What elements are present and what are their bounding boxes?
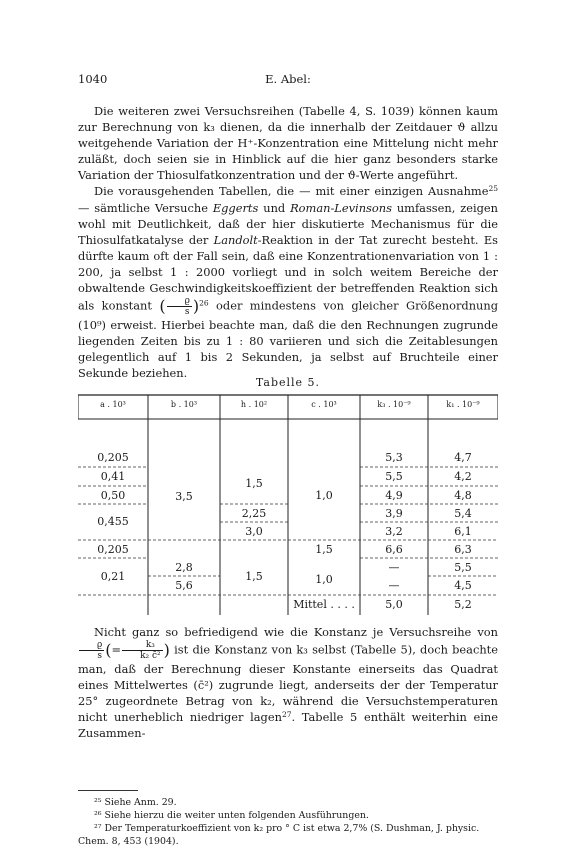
footnote: ²⁶ Siehe hierzu die weiter unten folgenden Ausführungen. [94, 810, 369, 821]
table-cell: — [388, 561, 400, 574]
table-cell: 1,5 [245, 477, 263, 490]
mean-k3: 5,0 [385, 598, 403, 611]
table-cell: 5,5 [454, 561, 472, 574]
table-cell: 1,0 [315, 573, 333, 586]
column-header: a . 10³ [100, 400, 126, 409]
table-cell: 5,5 [385, 470, 403, 483]
fraction: $\frac{ϱ}{s}$ [167, 296, 192, 317]
table-cell: — [388, 579, 400, 592]
body-text [78, 103, 498, 382]
table-cell: 1,5 [315, 543, 333, 556]
fraction: $\frac{ϱ}{s}$ [79, 640, 104, 661]
table-cell: 5,4 [454, 507, 472, 520]
table-cell: 0,455 [97, 515, 129, 528]
paragraph: Nicht ganz so befriedigend wie die Konstanz je Versuchsreihe von $\frac{ϱ}{s}$ (= $\frac{\text{k₃}}{\text{k₂ c̄²}}$ ) ist die Konstanz von k₃ selbst (Tabelle 5), doch beachte man, daß der Berechnung dieser Konstante einerseits das Quadrat eines Mittelwertes (c̄²) zugrunde liegt, anderseits der der Temperatur 25° zugeordnete Betrag von k₂, während die Versuchstemperaturen nicht unerheblich niedriger lagen$^{27}$. Tabelle 5 enthält weiterhin eine Zusammen- [78, 625, 498, 741]
table-cell: 0,205 [97, 451, 129, 464]
footnote: ²⁵ Siehe Anm. 29. [94, 797, 177, 808]
table-cell: 2,8 [175, 561, 193, 574]
table-cell: 4,5 [454, 579, 472, 592]
table-cell: 4,7 [454, 451, 472, 464]
page-header [78, 72, 498, 88]
table-cell: 4,8 [454, 489, 472, 502]
table-cell: 0,50 [100, 489, 126, 502]
page-number: 1040 [78, 72, 108, 86]
footnote: ²⁷ Der Temperaturkoeffizient von k₂ pro ° C ist etwa 2,7% (S. Dushman, J. physic. Chem. 8, 453 (1904). [78, 823, 480, 847]
table-cell: 3,9 [385, 507, 403, 520]
author-name: Landolt [213, 232, 258, 247]
footnote-ref: 27 [281, 710, 292, 720]
author-name: Roman-Levinsons [290, 200, 392, 215]
table-cell: 0,21 [100, 570, 126, 583]
author-name: Eggerts [212, 200, 259, 215]
table-cell: 5,6 [175, 579, 193, 592]
table-cell: 3,5 [175, 490, 193, 503]
column-header: k₁ . 10⁻⁹ [446, 400, 480, 409]
column-header: b . 10³ [170, 400, 198, 409]
paragraph: Die weiteren zwei Versuchsreihen (Tabelle 4, S. 1039) können kaum zur Berechnung von k₃ dienen, da die innerhalb der Zeitdauer ϑ allzu weitgehende Variation der H⁺-Konzentration eine Mittelung nicht mehr zuläßt, doch seien sie in Hinblick auf die hier ganz besonders starke Variation der Thiosulfatkonzentration und der ϑ-Werte angeführt. [78, 104, 498, 183]
table-cell: 6,6 [385, 543, 403, 556]
mean-label: Mittel . . . . [293, 598, 355, 611]
table-cell: 5,3 [385, 451, 403, 464]
table-cell: 2,25 [241, 507, 267, 520]
mean-k1: 5,2 [454, 598, 472, 611]
running-title: E. Abel: [265, 72, 311, 86]
table-cell: 1,0 [315, 489, 333, 502]
table-cell: 6,1 [454, 525, 472, 538]
fraction: $\frac{\text{k₃}}{\text{k₂ c̄²}}$ [122, 640, 163, 661]
table-cell: 1,5 [245, 570, 263, 583]
column-header: c . 10³ [311, 400, 337, 409]
column-header: k₃ . 10⁻⁹ [377, 400, 411, 409]
footnote-ref: 25 [488, 184, 498, 194]
footnote-divider [78, 790, 138, 791]
body-text-after-table [78, 624, 498, 742]
table-cell: 3,2 [385, 525, 403, 538]
paragraph: Die vorausgehenden Tabellen, die — mit einer einzigen Ausnahme$^{25}$ — sämtliche Versuche Eggerts und Roman-Levinsons umfassen, zeigen wohl mit Deutlichkeit, daß der hier diskutierte Mechanismus für die Thiosulfatkatalyse der Landolt-Reaktion in der Tat zurecht besteht. Es dürfte kaum oft der Fall sein, daß eine Konzentrationenvariation von 1 : 200, ja selbst 1 : 2000 vorliegt und in solch weitem Bereiche der obwaltende Geschwindigkeitskoeffizient der betreffenden Reaktion sich als konstant ( $\frac{ϱ}{s}$ )$^{26}$ oder mindestens von gleicher Größenordnung (10⁹) erweist. Hierbei beachte man, daß die den Rechnungen zugrunde liegenden Zeiten bis zu 1 : 80 variieren und sich die Zeitablesungen gelegentlich auf 1 bis 2 Sekunden, ja selbst auf Bruchteile einer Sekunde beziehen. [78, 184, 498, 381]
footnotes [78, 796, 498, 848]
table-cell: 3,0 [245, 525, 263, 538]
table-cell: 4,2 [454, 470, 472, 483]
data-table [78, 393, 498, 615]
footnote-ref: 26 [199, 298, 209, 308]
table-cell: 4,9 [385, 489, 403, 502]
column-header: h . 10² [240, 400, 268, 409]
table-cell: 0,205 [97, 543, 129, 556]
table-cell: 0,41 [100, 470, 126, 483]
table-cell: 6,3 [454, 543, 472, 556]
table-caption: Tabelle 5. [255, 376, 321, 389]
